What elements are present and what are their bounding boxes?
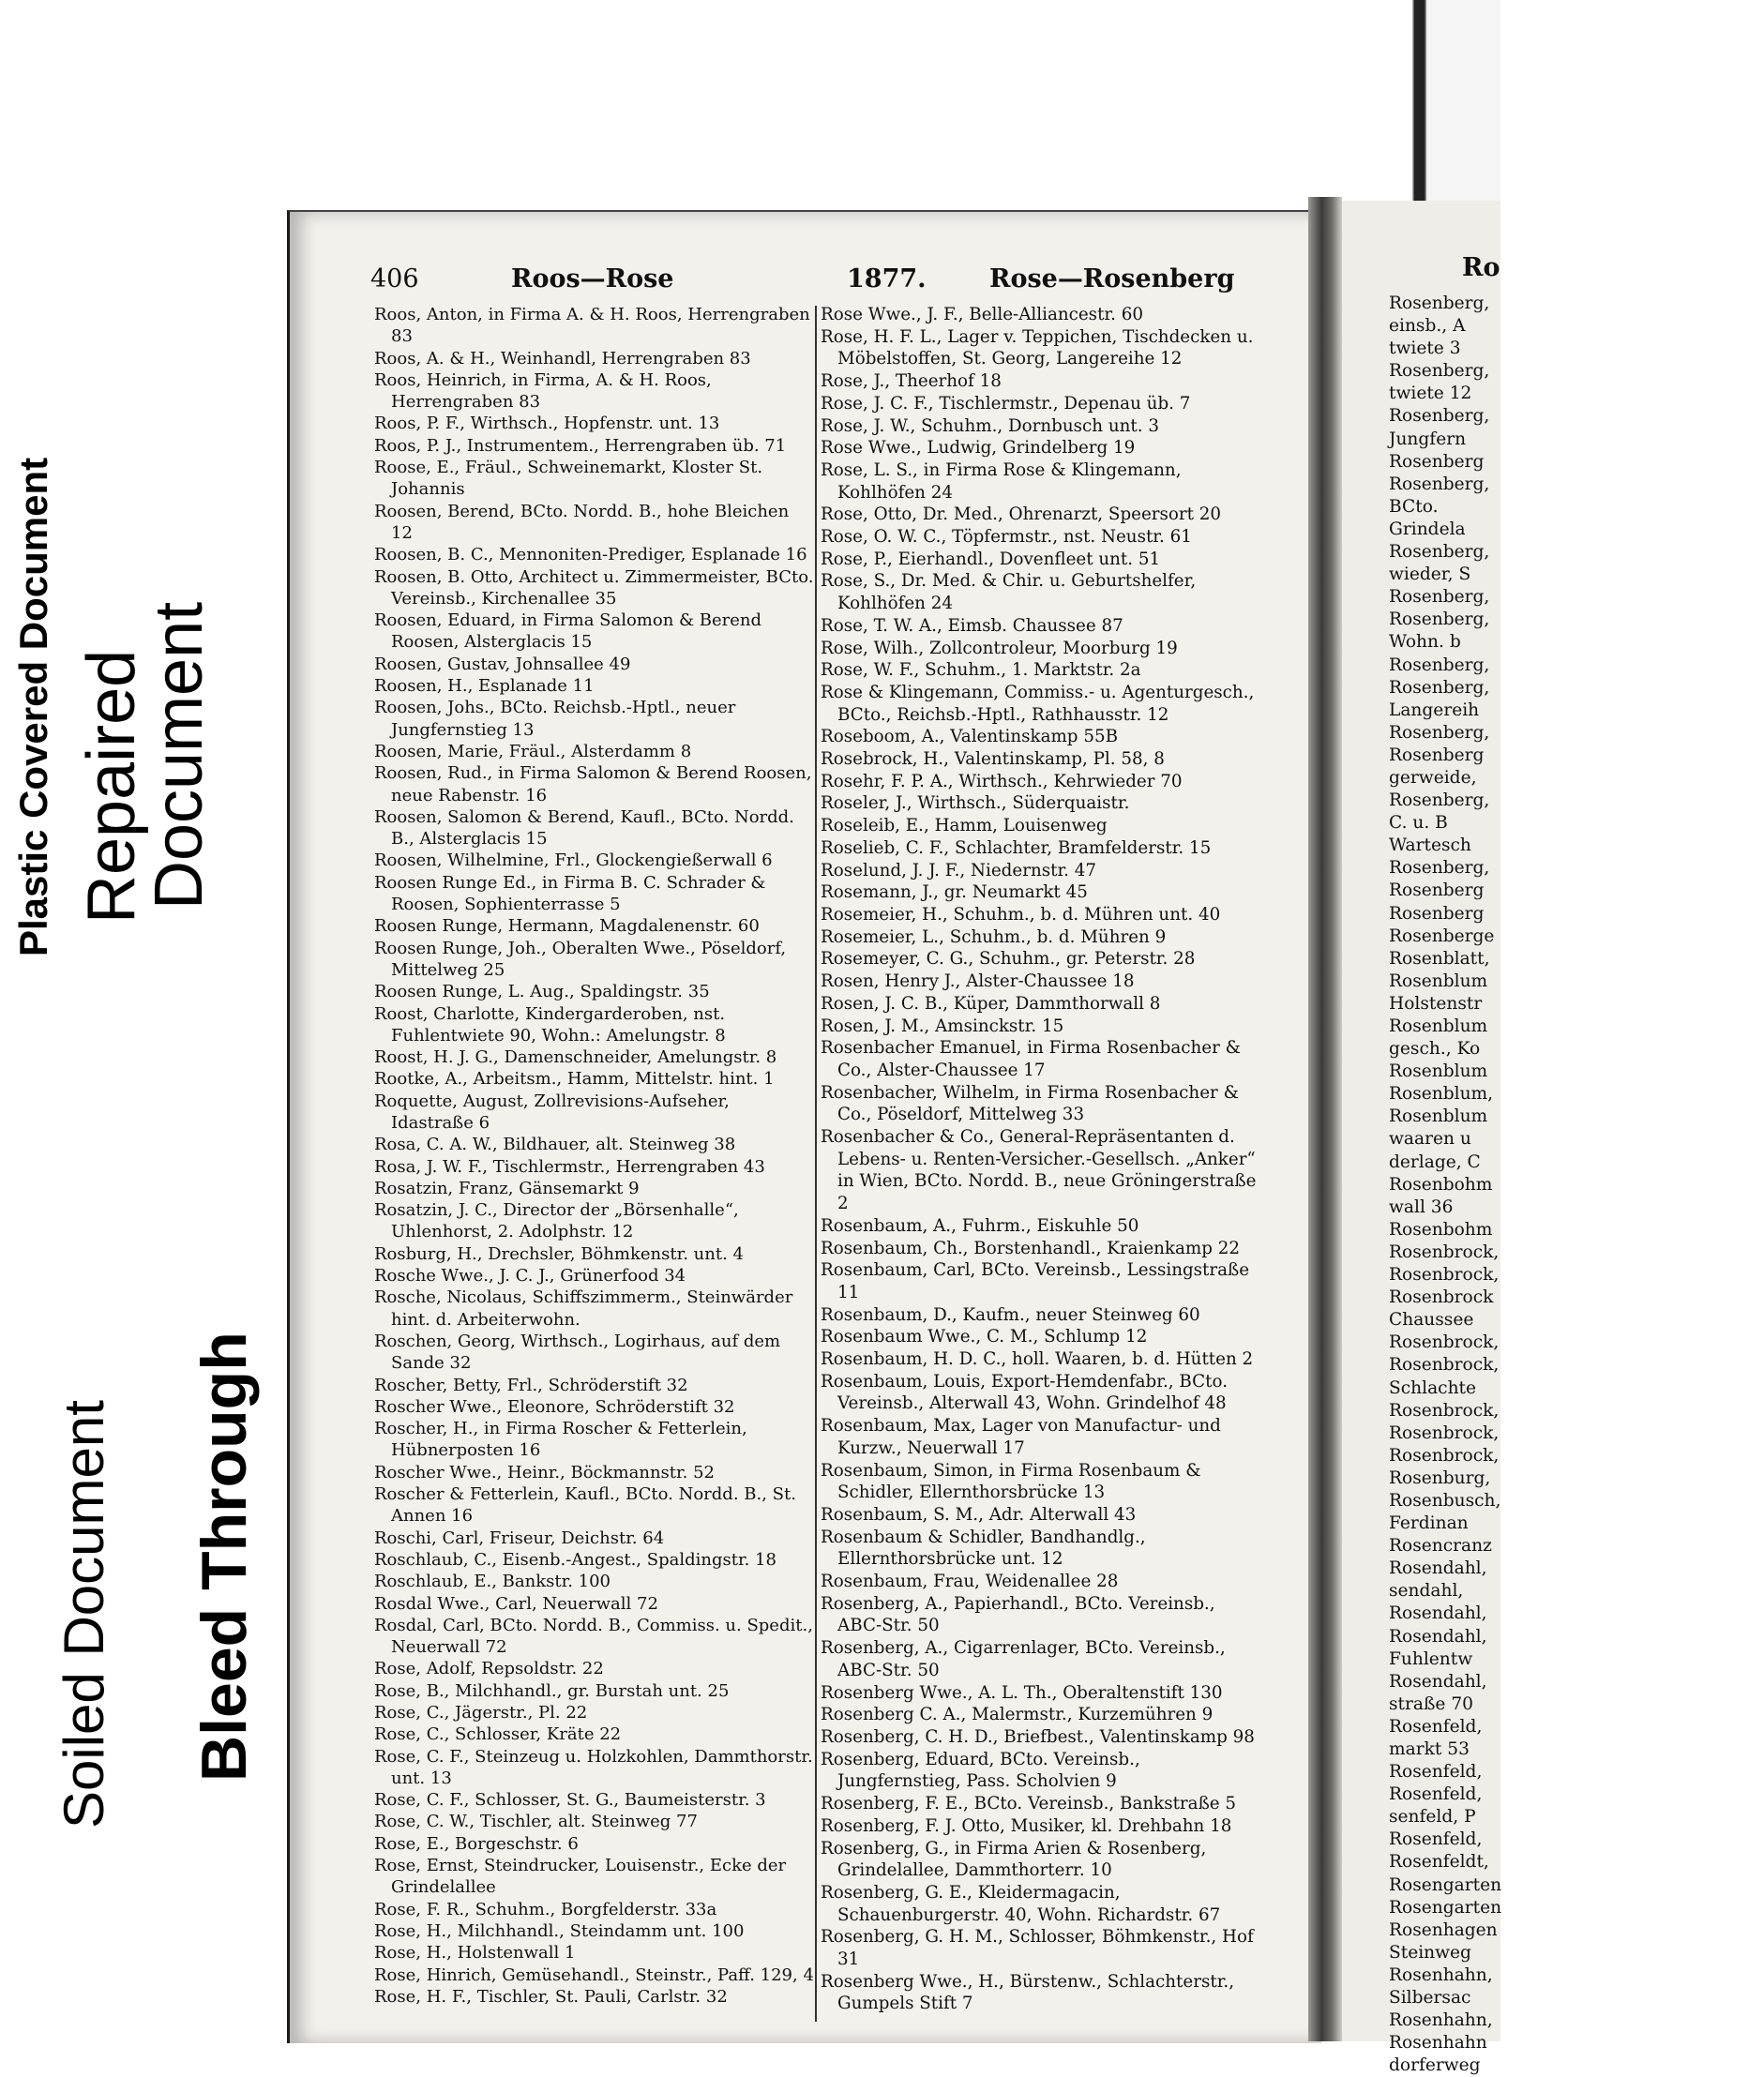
directory-entry: Rose, C., Jägerstr., Pl. 22: [374, 1703, 588, 1723]
facing-entry-fragment: Rosenberg,: [1389, 361, 1490, 382]
directory-entry: Rosen, J. C. B., Küper, Dammthorwall 8: [821, 993, 1161, 1014]
directory-entry: Rose, T. W. A., Eimsb. Chaussee 87: [821, 615, 1123, 636]
directory-entry: Roselieb, C. F., Schlachter, Bramfelderstr. 15: [821, 837, 1212, 858]
facing-entry-fragment: Rosenfeld,: [1389, 1784, 1483, 1805]
facing-entry-fragment: Rosenbrock,: [1389, 1400, 1500, 1421]
facing-entry-fragment: wieder, S: [1389, 564, 1471, 585]
directory-entry: Rosdal, Carl, BCto. Nordd. B., Commiss. u. Spedit., Neuerwall 72: [374, 1615, 813, 1658]
directory-entry: Rosenberg, G. H. M., Schlosser, Böhmkenstr., Hof 31: [821, 1927, 1254, 1970]
directory-entry: Roschlaub, E., Bankstr. 100: [374, 1572, 611, 1592]
facing-entry-fragment: twiete 12: [1389, 384, 1472, 404]
facing-entry-fragment: Rosendahl,: [1389, 1603, 1487, 1624]
directory-entry: Rosenberg, F. E., BCto. Vereinsb., Bankstraße 5: [821, 1794, 1237, 1814]
left-column: [374, 304, 815, 2008]
facing-entry-fragment: Holstenstr: [1389, 993, 1483, 1014]
facing-entry-fragment: Ferdinan: [1389, 1513, 1469, 1534]
label-bleed-through: Bleed Through: [188, 1332, 260, 1782]
facing-entry-fragment: Schlachte: [1389, 1377, 1477, 1398]
directory-entry: Rose & Klingemann, Commiss.- u. Agenturgesch., BCto., Reichsb.-Hptl., Rathhausstr. 12: [821, 682, 1255, 725]
directory-entry: Rosen, Henry J., Alster-Chaussee 18: [821, 971, 1135, 992]
directory-entry: Roosen, Johs., BCto. Reichsb.-Hptl., neuer Jungfernstieg 13: [374, 698, 736, 740]
facing-entry-fragment: Rosenberg: [1389, 745, 1485, 765]
directory-entry: Roscher Wwe., Eleonore, Schröderstift 32: [374, 1396, 735, 1417]
book-gutter: [1308, 197, 1342, 2041]
facing-entry-fragment: Rosenhagen: [1389, 1919, 1498, 1940]
facing-entry-fragment: Rosenfeld,: [1389, 1716, 1483, 1737]
directory-entry: Roos, P. F., Wirthsch., Hopfenstr. unt. 13: [374, 414, 720, 434]
directory-entry: Rose, S., Dr. Med. & Chir. u. Geburtshelfer, Kohlhöfen 24: [821, 571, 1197, 614]
directory-entry: Roos, P. J., Instrumentem., Herrengraben üb. 71: [374, 435, 787, 456]
facing-entry-fragment: Rosenberg,: [1389, 293, 1490, 313]
facing-entry-fragment: waaren u: [1389, 1129, 1471, 1150]
facing-entry-fragment: derlage, C: [1389, 1151, 1481, 1172]
facing-entry-fragment: Rosenfeld,: [1389, 1762, 1483, 1783]
directory-entry: Roose, E., Fräul., Schweinemarkt, Kloster St. Johannis: [374, 458, 763, 500]
directory-entry: Rosche Wwe., J. C. J., Grünerfood 34: [374, 1266, 686, 1287]
facing-entry-fragment: BCto.: [1389, 496, 1439, 517]
facing-entry-fragment: Rosenbohm: [1389, 1219, 1493, 1240]
directory-entry: Roquette, August, Zollrevisions-Aufseher, Idastraße 6: [374, 1091, 730, 1133]
facing-entry-fragment: Rosenberg,: [1389, 587, 1490, 608]
directory-entry: Rosenberg Wwe., A. L. Th., Oberaltenstift 130: [821, 1682, 1223, 1703]
directory-entry: Rosen, J. M., Amsinckstr. 15: [821, 1016, 1064, 1036]
directory-page: [287, 210, 1321, 2043]
facing-entry-fragment: Rosenhahn,: [1389, 1964, 1493, 1985]
facing-entry-fragment: Rosengarten: [1389, 1897, 1502, 1918]
label-repaired-line2: Document: [142, 601, 217, 910]
facing-entry-fragment: Jungfern: [1389, 429, 1467, 449]
directory-entry: Rosenberg, Eduard, BCto. Vereinsb., Jungfernstieg, Pass. Scholvien 9: [821, 1749, 1140, 1792]
directory-entry: Rose, Adolf, Repsoldstr. 22: [374, 1659, 604, 1679]
facing-page-fragment: [1342, 201, 1502, 2076]
directory-entry: Roosen, Salomon & Berend, Kaufl., BCto. Nordd. B., Alsterglacis 15: [374, 806, 794, 850]
facing-entry-fragment: Rosenblatt,: [1389, 948, 1490, 969]
facing-entry-fragment: Rosenberg: [1389, 451, 1485, 472]
directory-entry: Rosemeier, L., Schuhm., b. d. Mühren 9: [821, 926, 1167, 947]
facing-entry-fragment: Rosendahl,: [1389, 1558, 1487, 1579]
facing-entry-fragment: Rosenbrock,: [1389, 1242, 1500, 1262]
facing-entry-fragment: Rosenblum: [1389, 971, 1488, 991]
directory-entry: Roscher, Betty, Frl., Schröderstift 32: [374, 1375, 688, 1395]
directory-entry: Rosemann, J., gr. Neumarkt 45: [821, 882, 1088, 903]
directory-entry: Rose, J., Theerhof 18: [821, 371, 1002, 392]
directory-entry: Rose, H. F., Tischler, St. Pauli, Carlstr. 32: [374, 1986, 728, 2007]
directory-entry: Rosatzin, J. C., Director der „Börsenhalle“, Uhlenhorst, 2. Adolphstr. 12: [374, 1200, 739, 1242]
directory-entry: Roseleib, E., Hamm, Louisenweg: [821, 816, 1108, 836]
facing-entry-fragment: Rosenblum: [1389, 1061, 1488, 1082]
facing-entry-fragment: Rosenbrock,: [1389, 1422, 1500, 1443]
directory-entry: Roscher, H., in Firma Roscher & Fetterlein, Hübnerposten 16: [374, 1419, 747, 1461]
facing-entry-fragment: Rosenbohm: [1389, 1174, 1493, 1195]
label-soiled: Soiled Document: [53, 1400, 115, 1829]
directory-entry: Roosen Runge Ed., in Firma B. C. Schrader & Roosen, Sophienterrasse 5: [374, 872, 766, 915]
annotation-labels: [0, 0, 281, 2041]
facing-entry-fragment: Rosenburg,: [1389, 1467, 1491, 1488]
facing-entry-fragment: Steinweg: [1389, 1942, 1471, 1963]
facing-entry-fragment: gesch., Ko: [1389, 1039, 1481, 1060]
directory-entry: Rosenbaum, H. D. C., holl. Waaren, b. d. Hütten 2: [821, 1349, 1254, 1370]
directory-entry: Rosenberg, A., Papierhandl., BCto. Vereinsb., ABC-Str. 50: [821, 1593, 1215, 1636]
facing-entry-fragment: Rosenhahn,: [1389, 2010, 1493, 2031]
column-divider: [815, 306, 817, 2022]
facing-entry-fragment: Rosenberg,: [1389, 790, 1490, 811]
directory-entry: Rose, L. S., in Firma Rose & Klingemann, Kohlhöfen 24: [821, 459, 1182, 503]
page-header: [370, 264, 1293, 302]
directory-entry: Rose, Wilh., Zollcontroleur, Moorburg 19: [821, 638, 1178, 658]
directory-entry: Rosenbaum, Louis, Export-Hemdenfabr., BCto. Vereinsb., Alterwall 43, Wohn. Grindelhof 48: [821, 1371, 1229, 1414]
directory-entry: Rose, W. F., Schuhm., 1. Marktstr. 2a: [821, 660, 1141, 681]
directory-entry: Roosen, H., Esplanade 11: [374, 676, 595, 697]
facing-entry-fragment: Rosenbrock,: [1389, 1265, 1500, 1286]
directory-entry: Roos, A. & H., Weinhandl, Herrengraben 83: [374, 348, 751, 369]
facing-entry-fragment: Rosenberg,: [1389, 655, 1490, 675]
directory-entry: Rosenbaum, A., Fuhrm., Eiskuhle 50: [821, 1215, 1139, 1236]
directory-entry: Rosenberg, A., Cigarrenlager, BCto. Vereinsb., ABC-Str. 50: [821, 1638, 1226, 1680]
facing-entry-fragment: Langereih: [1389, 700, 1480, 720]
directory-entry: Roos, Anton, in Firma A. & H. Roos, Herrengraben 83: [374, 305, 810, 347]
directory-entry: Rosenberg, G. E., Kleidermagacin, Schauenburgerstr. 40, Wohn. Richardstr. 67: [821, 1882, 1221, 1925]
directory-entry: Rosenberg, F. J. Otto, Musiker, kl. Drehbahn 18: [821, 1815, 1232, 1836]
directory-entry: Rosemeier, H., Schuhm., b. d. Mühren unt. 40: [821, 904, 1221, 925]
directory-entry: Rosenbaum & Schidler, Bandhandlg., Ellernthorsbrücke unt. 12: [821, 1527, 1146, 1570]
facing-entry-fragment: Rosenhahn: [1389, 2033, 1487, 2054]
directory-entry: Rosenberg C. A., Malermstr., Kurzemühren 9: [821, 1705, 1214, 1725]
directory-entry: Rose, C. W., Tischler, alt. Steinweg 77: [374, 1812, 698, 1832]
facing-entry-fragment: Rosenblum: [1389, 1106, 1488, 1127]
directory-entry: Roseboom, A., Valentinskamp 55B: [821, 727, 1119, 747]
right-column: [821, 304, 1261, 2015]
directory-entry: Rosenbaum, D., Kaufm., neuer Steinweg 60: [821, 1304, 1200, 1325]
directory-entry: Rosatzin, Franz, Gänsemarkt 9: [374, 1178, 640, 1198]
directory-entry: Rose Wwe., Ludwig, Grindelberg 19: [821, 438, 1136, 459]
directory-entry: Roosen, Gustav, Johnsallee 49: [374, 654, 631, 674]
directory-entry: Rosa, J. W. F., Tischlermstr., Herrengraben 43: [374, 1156, 765, 1177]
directory-entry: Rosenbacher Emanuel, in Firma Rosenbacher & Co., Alster-Chaussee 17: [821, 1038, 1241, 1080]
directory-entry: Rose Wwe., J. F., Belle-Alliancestr. 60: [821, 305, 1144, 324]
directory-entry: Rose, Otto, Dr. Med., Ohrenarzt, Speersort 20: [821, 504, 1222, 525]
directory-entry: Roosen, Eduard, in Firma Salomon & Berend Roosen, Alsterglacis 15: [374, 610, 762, 653]
facing-entry-fragment: Rosenbrock,: [1389, 1332, 1500, 1353]
directory-entry: Roosen Runge, Joh., Oberalten Wwe., Pöseldorf, Mittelweg 25: [374, 938, 787, 980]
facing-entry-fragment: Silbersac: [1389, 1988, 1471, 2009]
directory-entry: Roschen, Georg, Wirthsch., Logirhaus, auf dem Sande 32: [374, 1331, 781, 1374]
directory-entry: Rose, C. F., Schlosser, St. G., Baumeisterstr. 3: [374, 1790, 766, 1811]
facing-entry-fragment: Rosenberg,: [1389, 406, 1490, 427]
directory-entry: Roosen, Wilhelmine, Frl., Glockengießerwall 6: [374, 850, 773, 871]
directory-entry: Rose, F. R., Schuhm., Borgfelderstr. 33a: [374, 1899, 717, 1919]
directory-entry: Rose, H. F. L., Lager v. Teppichen, Tischdecken u. Möbelstoffen, St. Georg, Langereihe 12: [821, 326, 1254, 369]
directory-entry: Rosebrock, H., Valentinskamp, Pl. 58, 8: [821, 749, 1165, 770]
directory-entry: Rosemeyer, C. G., Schuhm., gr. Peterstr. 28: [821, 949, 1196, 970]
right-running-head: Rose—Rosenberg: [989, 264, 1235, 293]
directory-entry: Rosenbaum, Frau, Weidenallee 28: [821, 1572, 1119, 1592]
scan-edge: [1247, 0, 1500, 201]
facing-entry-fragment: dorferweg: [1389, 2055, 1481, 2076]
facing-entry-fragment: senfeld, P: [1389, 1807, 1476, 1828]
directory-entry: Rootke, A., Arbeitsm., Hamm, Mittelstr. hint. 1: [374, 1069, 775, 1090]
directory-entry: Rosenberg, C. H. D., Briefbest., Valentinskamp 98: [821, 1727, 1255, 1747]
directory-entry: Rosenbaum, Carl, BCto. Vereinsb., Lessingstraße 11: [821, 1260, 1250, 1302]
directory-entry: Roselund, J. J. F., Niedernstr. 47: [821, 860, 1097, 880]
directory-entry: Rose, Ernst, Steindrucker, Louisenstr., Ecke der Grindelallee: [374, 1856, 787, 1898]
directory-entry: Roosen, Rud., in Firma Salomon & Berend Roosen, neue Rabenstr. 16: [374, 763, 812, 805]
directory-entry: Rose, P., Eierhandl., Dovenfleet unt. 51: [821, 549, 1161, 569]
directory-entry: Roscher & Fetterlein, Kaufl., BCto. Nordd. B., St. Annen 16: [374, 1484, 796, 1527]
facing-entry-fragment: Wartesch: [1389, 835, 1471, 856]
facing-entry-fragment: Rosenberg,: [1389, 542, 1490, 563]
directory-entry: Rose, H., Milchhandl., Steindamm unt. 100: [374, 1920, 745, 1941]
facing-entry-fragment: Rosenberg,: [1389, 722, 1490, 743]
facing-entry-fragment: Rosenfeldt,: [1389, 1852, 1489, 1873]
directory-entry: Rose, J. W., Schuhm., Dornbusch unt. 3: [821, 415, 1160, 436]
directory-entry: Roschi, Carl, Friseur, Deichstr. 64: [374, 1528, 665, 1548]
directory-entry: Rosenbaum Wwe., C. M., Schlump 12: [821, 1327, 1148, 1347]
facing-entry-fragment: Chaussee: [1389, 1310, 1474, 1331]
facing-entry-fragment: Rosenberg: [1389, 880, 1485, 901]
facing-entry-fragment: gerweide,: [1389, 767, 1477, 788]
facing-entry-fragment: wall 36: [1389, 1197, 1454, 1217]
directory-entry: Roost, H. J. G., Damenschneider, Amelungstr. 8: [374, 1047, 777, 1068]
directory-entry: Rosenbaum, Max, Lager von Manufactur- und Kurzw., Neuerwall 17: [821, 1416, 1221, 1458]
facing-entry-fragment: Rosenblum: [1389, 1016, 1488, 1036]
directory-entry: Rose, J. C. F., Tischlermstr., Depenau üb. 7: [821, 393, 1191, 414]
directory-entry: Rose, C., Schlosser, Kräte 22: [374, 1724, 622, 1745]
directory-entry: Rose, E., Borgeschstr. 6: [374, 1833, 579, 1854]
directory-entry: Roscher Wwe., Heinr., Böckmannstr. 52: [374, 1462, 715, 1482]
facing-page-header: Ro: [1462, 253, 1500, 282]
facing-entry-fragment: Grindela: [1389, 519, 1466, 539]
directory-entry: Roseler, J., Wirthsch., Süderquaistr.: [821, 793, 1130, 814]
facing-entry-fragment: Rosencranz: [1389, 1536, 1492, 1557]
facing-entry-fragment: Rosenbrock: [1389, 1287, 1494, 1308]
facing-entry-fragment: Wohn. b: [1389, 632, 1461, 653]
facing-entry-fragment: Rosenberg,: [1389, 474, 1490, 494]
directory-entry: Rosenberg Wwe., H., Bürstenw., Schlachterstr., Gumpels Stift 7: [821, 1971, 1235, 2014]
year-heading: 1877.: [847, 264, 927, 293]
facing-entry-fragment: Rosenberg,: [1389, 858, 1490, 879]
directory-entry: Roosen, B. Otto, Architect u. Zimmermeister, BCto. Vereinsb., Kirchenallee 35: [374, 566, 814, 609]
directory-entry: Roosen, Berend, BCto. Nordd. B., hohe Bleichen 12: [374, 501, 790, 543]
facing-entry-fragment: Rosendahl,: [1389, 1626, 1487, 1647]
directory-entry: Roosen Runge, L. Aug., Spaldingstr. 35: [374, 982, 710, 1002]
facing-entry-fragment: twiete 3: [1389, 339, 1461, 359]
facing-entry-fragment: Rosendahl,: [1389, 1671, 1487, 1692]
directory-entry: Rosche, Nicolaus, Schiffszimmerm., Steinwärder hint. d. Arbeiterwohn.: [374, 1287, 793, 1330]
directory-entry: Roost, Charlotte, Kindergarderoben, nst. Fuhlentwiete 90, Wohn.: Amelungstr. 8: [374, 1003, 726, 1046]
facing-entry-fragment: einsb., A: [1389, 316, 1466, 337]
directory-entry: Rosehr, F. P. A., Wirthsch., Kehrwieder 70: [821, 771, 1183, 791]
facing-entry-fragment: Fuhlentw: [1389, 1648, 1473, 1669]
directory-entry: Rosenbaum, Simon, in Firma Rosenbaum & Schidler, Ellernthorsbrücke 13: [821, 1460, 1201, 1503]
directory-entry: Rosenbaum, Ch., Borstenhandl., Kraienkamp 22: [821, 1238, 1241, 1258]
facing-entry-fragment: Rosenberge: [1389, 926, 1495, 946]
directory-entry: Rosdal Wwe., Carl, Neuerwall 72: [374, 1593, 658, 1614]
directory-entry: Rose, B., Milchhandl., gr. Burstah unt. 25: [374, 1680, 730, 1701]
directory-entry: Rosenbacher, Wilhelm, in Firma Rosenbacher & Co., Pöseldorf, Mittelweg 33: [821, 1082, 1239, 1125]
directory-entry: Rosburg, H., Drechsler, Böhmkenstr. unt. 4: [374, 1243, 744, 1264]
directory-entry: Roosen Runge, Hermann, Magdalenenstr. 60: [374, 916, 760, 937]
facing-entry-fragment: markt 53: [1389, 1739, 1470, 1759]
label-plastic-covered: Plastic Covered Document: [11, 457, 55, 956]
label-repaired-line1: Repaired: [74, 649, 149, 924]
facing-entry-fragment: Rosenbrock,: [1389, 1355, 1500, 1376]
directory-entry: Roschlaub, C., Eisenb.-Angest., Spaldingstr. 18: [374, 1549, 776, 1570]
directory-entry: Rosenbacher & Co., General-Repräsentanten d. Lebens- u. Renten-Versicher.-Gesellsch. „Anker“ in Wien, BCto. Nordd. B., neue Gröningerstraße 2: [821, 1127, 1257, 1214]
directory-entry: Rosenbaum, S. M., Adr. Alterwall 43: [821, 1504, 1137, 1525]
directory-entry: Rosenberg, G., in Firma Arien & Rosenberg, Grindelallee, Dammthorterr. 10: [821, 1838, 1207, 1881]
facing-entry-fragment: Rosenfeld,: [1389, 1829, 1483, 1850]
facing-entry-fragment: Rosengarten: [1389, 1874, 1502, 1895]
directory-entry: Rose, Hinrich, Gemüsehandl., Steinstr., Paff. 129, 4: [374, 1964, 814, 1985]
facing-entry-fragment: C. u. B: [1389, 813, 1448, 834]
facing-entry-fragment: straße 70: [1389, 1693, 1473, 1714]
facing-entry-fragment: Rosenberg: [1389, 903, 1485, 924]
directory-entry: Roos, Heinrich, in Firma, A. & H. Roos, Herrengraben 83: [374, 369, 712, 413]
facing-entry-fragment: Rosenblum,: [1389, 1084, 1494, 1105]
left-running-head: Roos—Rose: [511, 264, 674, 293]
directory-entry: Rose, C. F., Steinzeug u. Holzkohlen, Dammthorstr. unt. 13: [374, 1746, 813, 1788]
directory-entry: Roosen, B. C., Mennoniten-Prediger, Esplanade 16: [374, 545, 807, 565]
directory-entry: Rose, H., Holstenwall 1: [374, 1943, 576, 1964]
facing-entry-fragment: Rosenberg,: [1389, 610, 1490, 630]
directory-entry: Rose, O. W. C., Töpfermstr., nst. Neustr. 61: [821, 527, 1192, 548]
facing-page-column: [1389, 293, 1764, 2077]
facing-entry-fragment: Rosenbrock,: [1389, 1445, 1500, 1466]
facing-entry-fragment: Rosenbusch,: [1389, 1490, 1501, 1511]
directory-entry: Roosen, Marie, Fräul., Alsterdamm 8: [374, 741, 692, 761]
directory-entry: Rosa, C. A. W., Bildhauer, alt. Steinweg 38: [374, 1135, 736, 1155]
facing-entry-fragment: Rosenberg,: [1389, 677, 1490, 698]
facing-entry-fragment: sendahl,: [1389, 1581, 1464, 1602]
page-number: 406: [370, 264, 419, 293]
